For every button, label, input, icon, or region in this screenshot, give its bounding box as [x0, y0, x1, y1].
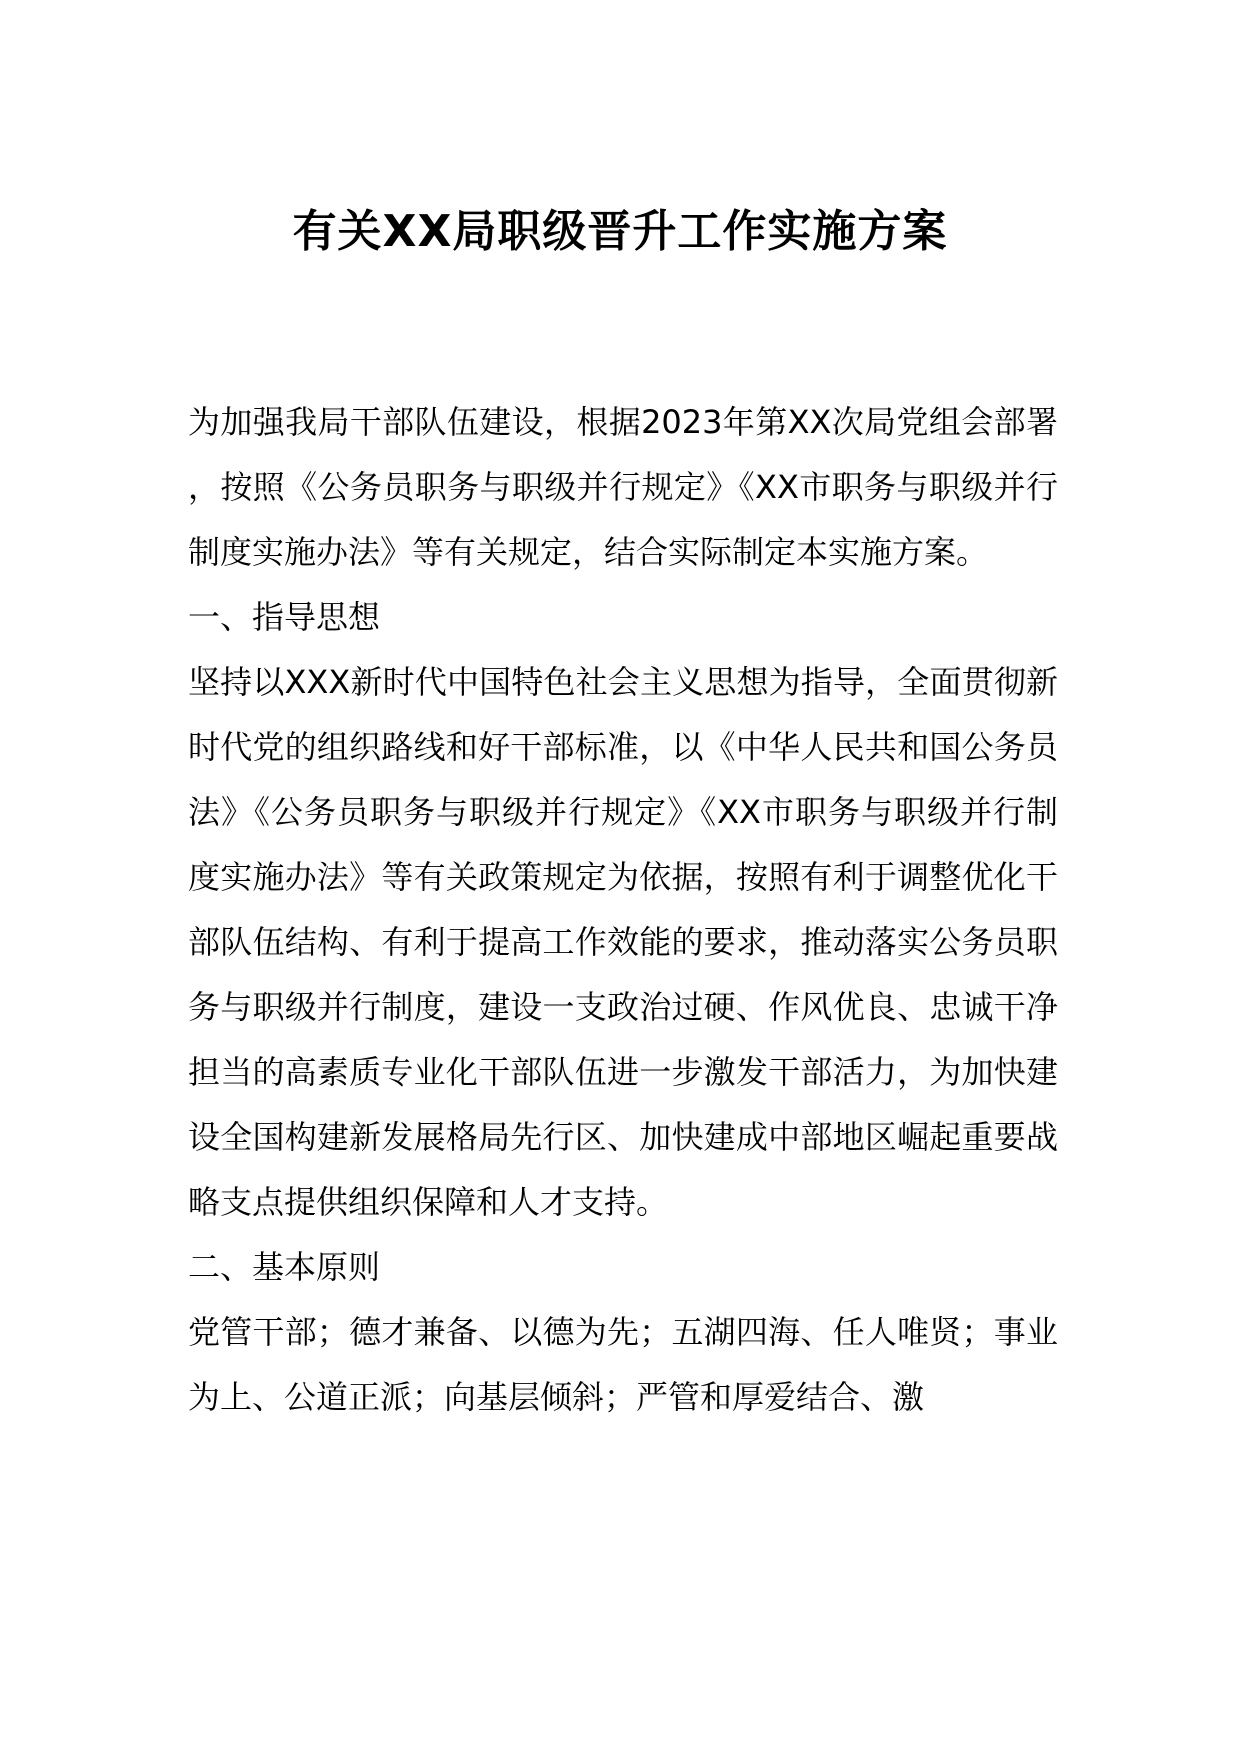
document-body [188, 390, 1058, 1430]
section-body-basic-principles: 党管干部；德才兼备、以德为先；五湖四海、任人唯贤；事业为上、公道正派；向基层倾斜；严管和厚爱结合、激 [188, 1313, 1058, 1416]
intro-paragraph: 为加强我局干部队伍建设，根据2023年第XX次局党组会部署，按照《公务员职务与职级并行规定》《XX市职务与职级并行制度实施办法》等有关规定，结合实际制定本实施方案。 [188, 403, 1058, 571]
section-body-guiding-ideology: 坚持以XXX新时代中国特色社会主义思想为指导，全面贯彻新时代党的组织路线和好干部标准，以《中华人民共和国公务员法》《公务员职务与职级并行规定》《XX市职务与职级并行制度实施办法》等有关政策规定为依据，按照有利于调整优化干部队伍结构、有利于提高工作效能的要求，推动落实公务员职务与职级并行制度，建设一支政治过硬、作风优良、忠诚干净担当的高素质专业化干部队伍进一步激发干部活力，为加快建设全国构建新发展格局先行区、加快建成中部地区崛起重要战略支点提供组织保障和人才支持。 [188, 663, 1058, 1221]
document-title: 有关XX局职级晋升工作实施方案 [292, 206, 948, 257]
section-heading-guiding-ideology: 一、指导思想 [188, 598, 381, 636]
section-heading-basic-principles: 二、基本原则 [188, 1248, 381, 1286]
